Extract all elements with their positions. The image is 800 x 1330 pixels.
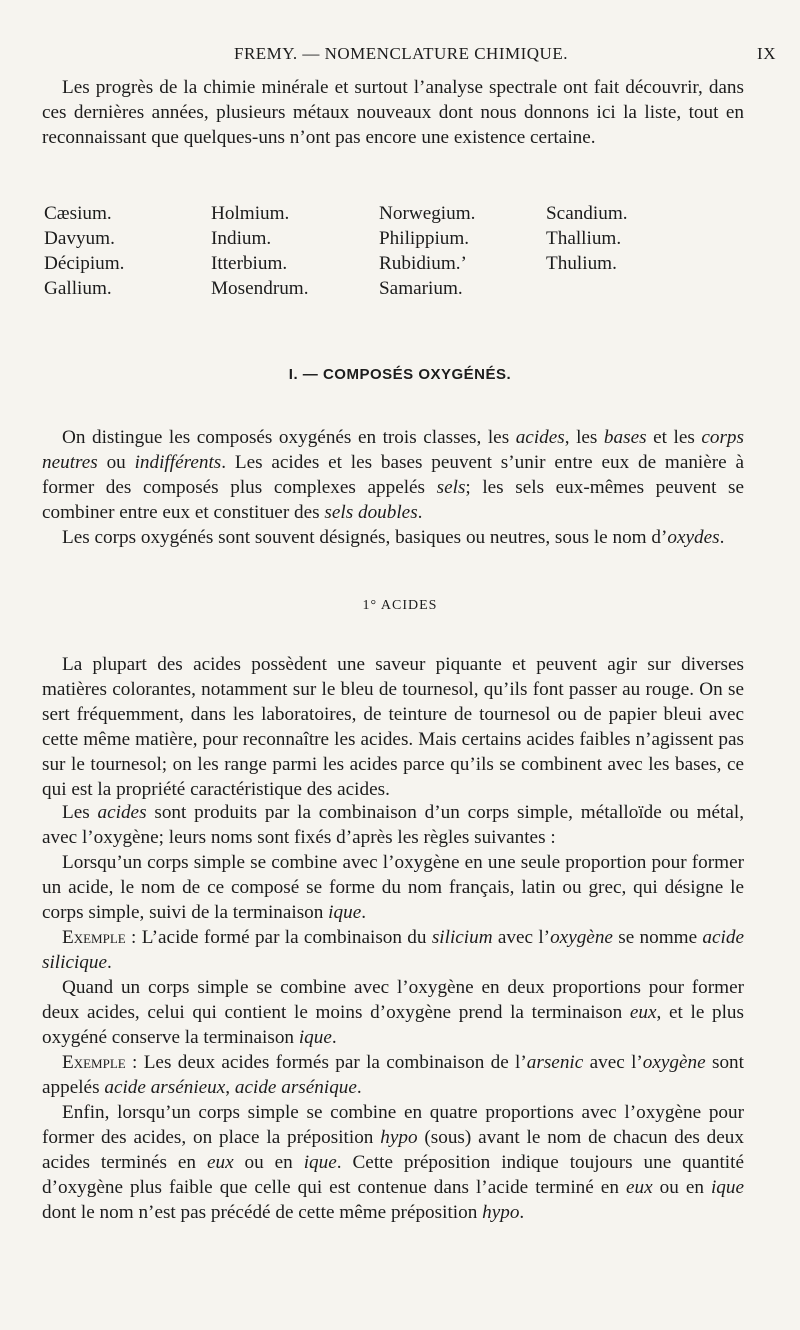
term-acides: acides bbox=[515, 427, 565, 448]
metal-name: Thallium. bbox=[546, 228, 622, 249]
metal-name: Holmium. bbox=[211, 203, 290, 224]
term-ique: ique bbox=[328, 902, 362, 923]
acides-paragraph-1: La plupart des acides possèdent une saveur piquante et peuvent agir sur diverses matières colorantes, notamment sur le bleu de tournesol, qu’ils font passer au rouge. On se sert fréquemment, dans les laboratoires, de teinture de tournesol ou de papier bleui avec cette même matière, pour reconnaître les acides. Mais certains acides faibles n’agissent pas sur le tournesol; on les range parmi les acides parce qu’ils se combinent avec les bases, ce qui est la propriété caractéristique des acides. bbox=[42, 654, 744, 800]
subsection-number: 1° bbox=[362, 598, 378, 613]
section-paragraph-1: On distingue les composés oxygénés en trois classes, les acides, les bases et les corps neutres ou indifférents. Les acides et les bases peuvent s’unir entre eux de manière à former des composés plus complexes appelés sels; les sels eux-mêmes peuvent se combiner entre eux et constituer des sels doubles. bbox=[42, 427, 745, 523]
metal-name: Cæsium. bbox=[44, 203, 112, 224]
metal-name: Norwegium. bbox=[379, 203, 476, 224]
term-sels-doubles: sels doubles bbox=[324, 502, 418, 523]
term-corps-neutres: corps neutres bbox=[42, 427, 744, 473]
metal-column-1 bbox=[44, 201, 204, 301]
term-acides: acides bbox=[97, 802, 147, 823]
rule-two-proportions: Quand un corps simple se combine avec l’oxygène en deux proportions pour former deux acides, celui qui contient le moins d’oxygène prend la terminaison eux, et le plus oxygéné conserve la terminaison ique. bbox=[42, 977, 744, 1048]
term-sels: sels bbox=[436, 477, 466, 498]
term-bases: bases bbox=[603, 427, 647, 448]
metal-name: Gallium. bbox=[44, 278, 112, 299]
metal-name: Rubidium.’ bbox=[379, 253, 467, 274]
metal-name: Thulium. bbox=[546, 253, 617, 274]
subsection-title: ACIDES bbox=[380, 598, 438, 613]
intro-paragraph: Les progrès de la chimie minérale et surtout l’analyse spectrale ont fait découvrir, dans ces dernières années, plusieurs métaux nouveaux dont nous donnons ici la liste, tout en reconnaissant que quelques-uns n’ont pas encore une existence certaine. bbox=[42, 77, 744, 148]
metal-name: Samarium. bbox=[379, 278, 463, 299]
metal-name: Décipium. bbox=[44, 253, 125, 274]
subsection-heading bbox=[0, 598, 800, 614]
metal-name: Mosendrum. bbox=[211, 278, 309, 299]
example-2: Exemple : Les deux acides formés par la combinaison de l’arsenic avec l’oxygène sont appelés acide arsénieux, acide arsénique. bbox=[42, 1052, 744, 1098]
section-paragraph-2: Les corps oxygénés sont souvent désignés, basiques ou neutres, sous le nom d’oxydes. bbox=[62, 527, 725, 548]
rule-four-proportions: Enfin, lorsqu’un corps simple se combine en quatre proportions avec l’oxygène pour former des acides, on place la préposition hypo (sous) avant le nom de chacun des deux acides terminés en eux ou en ique. Cette préposition indique toujours une quantité d’oxygène plus faible que celle qui est contenue dans l’acide terminé en eux ou en ique dont le nom n’est pas précédé de cette même préposition hypo. bbox=[42, 1102, 744, 1223]
acides-paragraph-2: Les acides sont produits par la combinaison d’un corps simple, métalloïde ou métal, avec l’oxygène; leurs noms sont fixés d’après les règles suivantes : bbox=[42, 802, 744, 848]
example-label: Exemple bbox=[62, 927, 126, 948]
metal-name: Philippium. bbox=[379, 228, 470, 249]
rule-one-proportion: Lorsqu’un corps simple se combine avec l’oxygène en une seule proportion pour former un acide, le nom de ce composé se forme du nom français, latin ou grec, qui désigne le corps simple, suivi de la terminaison ique. bbox=[42, 852, 744, 923]
page-number: IX bbox=[757, 44, 776, 63]
metal-name: Itterbium. bbox=[211, 253, 288, 274]
metal-column-2 bbox=[211, 201, 371, 301]
metal-column-4 bbox=[546, 201, 706, 276]
example-label: Exemple bbox=[62, 1052, 126, 1073]
term-indifferents: indifférents bbox=[134, 452, 222, 473]
example-1: Exemple : L’acide formé par la combinaison du silicium avec l’oxygène se nomme acide silicique. bbox=[42, 927, 744, 973]
term-oxydes: oxydes bbox=[667, 527, 720, 548]
metal-name: Davyum. bbox=[44, 228, 115, 249]
section-heading: I. — COMPOSÉS OXYGÉNÉS. bbox=[288, 366, 512, 383]
metal-column-3 bbox=[379, 201, 539, 301]
metal-name: Scandium. bbox=[546, 203, 628, 224]
running-title: FREMY. — NOMENCLATURE CHIMIQUE. bbox=[234, 44, 568, 63]
metal-name: Indium. bbox=[211, 228, 272, 249]
